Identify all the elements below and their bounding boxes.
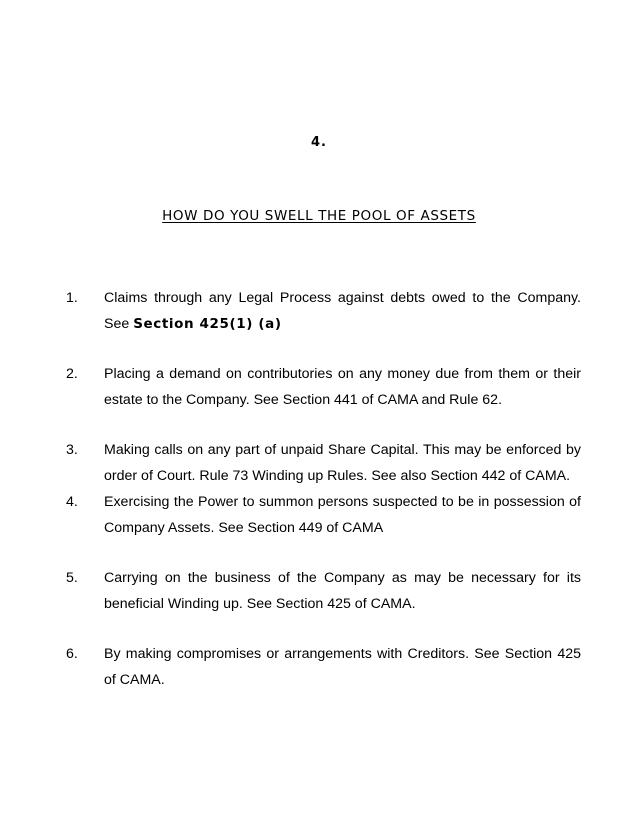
- list-item-5: [0, 565, 638, 617]
- page-heading: HOW DO YOU SWELL THE POOL OF ASSETS: [162, 208, 476, 224]
- section-reference: Section 425(1) (a): [133, 316, 282, 332]
- list-item-text: Carrying on the business of the Company as may be necessary for its beneficial Winding up. See Section 425 of CAMA.: [104, 570, 581, 612]
- list-item-body: Claims through any Legal Process against debts owed to the Company. See: [104, 290, 581, 332]
- list-item-4: [0, 489, 638, 541]
- list-item-3: [0, 437, 638, 489]
- list-item-number: 3.: [66, 442, 78, 458]
- list-item-1: [0, 285, 638, 337]
- page-number: 4.: [311, 135, 327, 150]
- list-item-text: Placing a demand on contributories on any money due from them or their estate to the Company. See Section 441 of CAMA and Rule 62.: [104, 366, 581, 408]
- list-item-number: 1.: [66, 290, 78, 306]
- list-item-6: [0, 641, 638, 693]
- list-item-number: 5.: [66, 570, 78, 586]
- list-item-text: [104, 285, 581, 337]
- list-item-number: 4.: [66, 494, 78, 510]
- list-item-number: 2.: [66, 366, 78, 382]
- assets-list: [0, 285, 638, 693]
- list-item-text: Making calls on any part of unpaid Share Capital. This may be enforced by order of Court. Rule 73 Winding up Rules. See also Section 442 of CAMA.: [104, 442, 581, 484]
- list-item-text: Exercising the Power to summon persons suspected to be in possession of Company Assets. See Section 449 of CAMA: [104, 494, 581, 536]
- list-item-text: By making compromises or arrangements with Creditors. See Section 425 of CAMA.: [104, 646, 581, 688]
- list-item-2: [0, 361, 638, 413]
- list-item-number: 6.: [66, 646, 78, 662]
